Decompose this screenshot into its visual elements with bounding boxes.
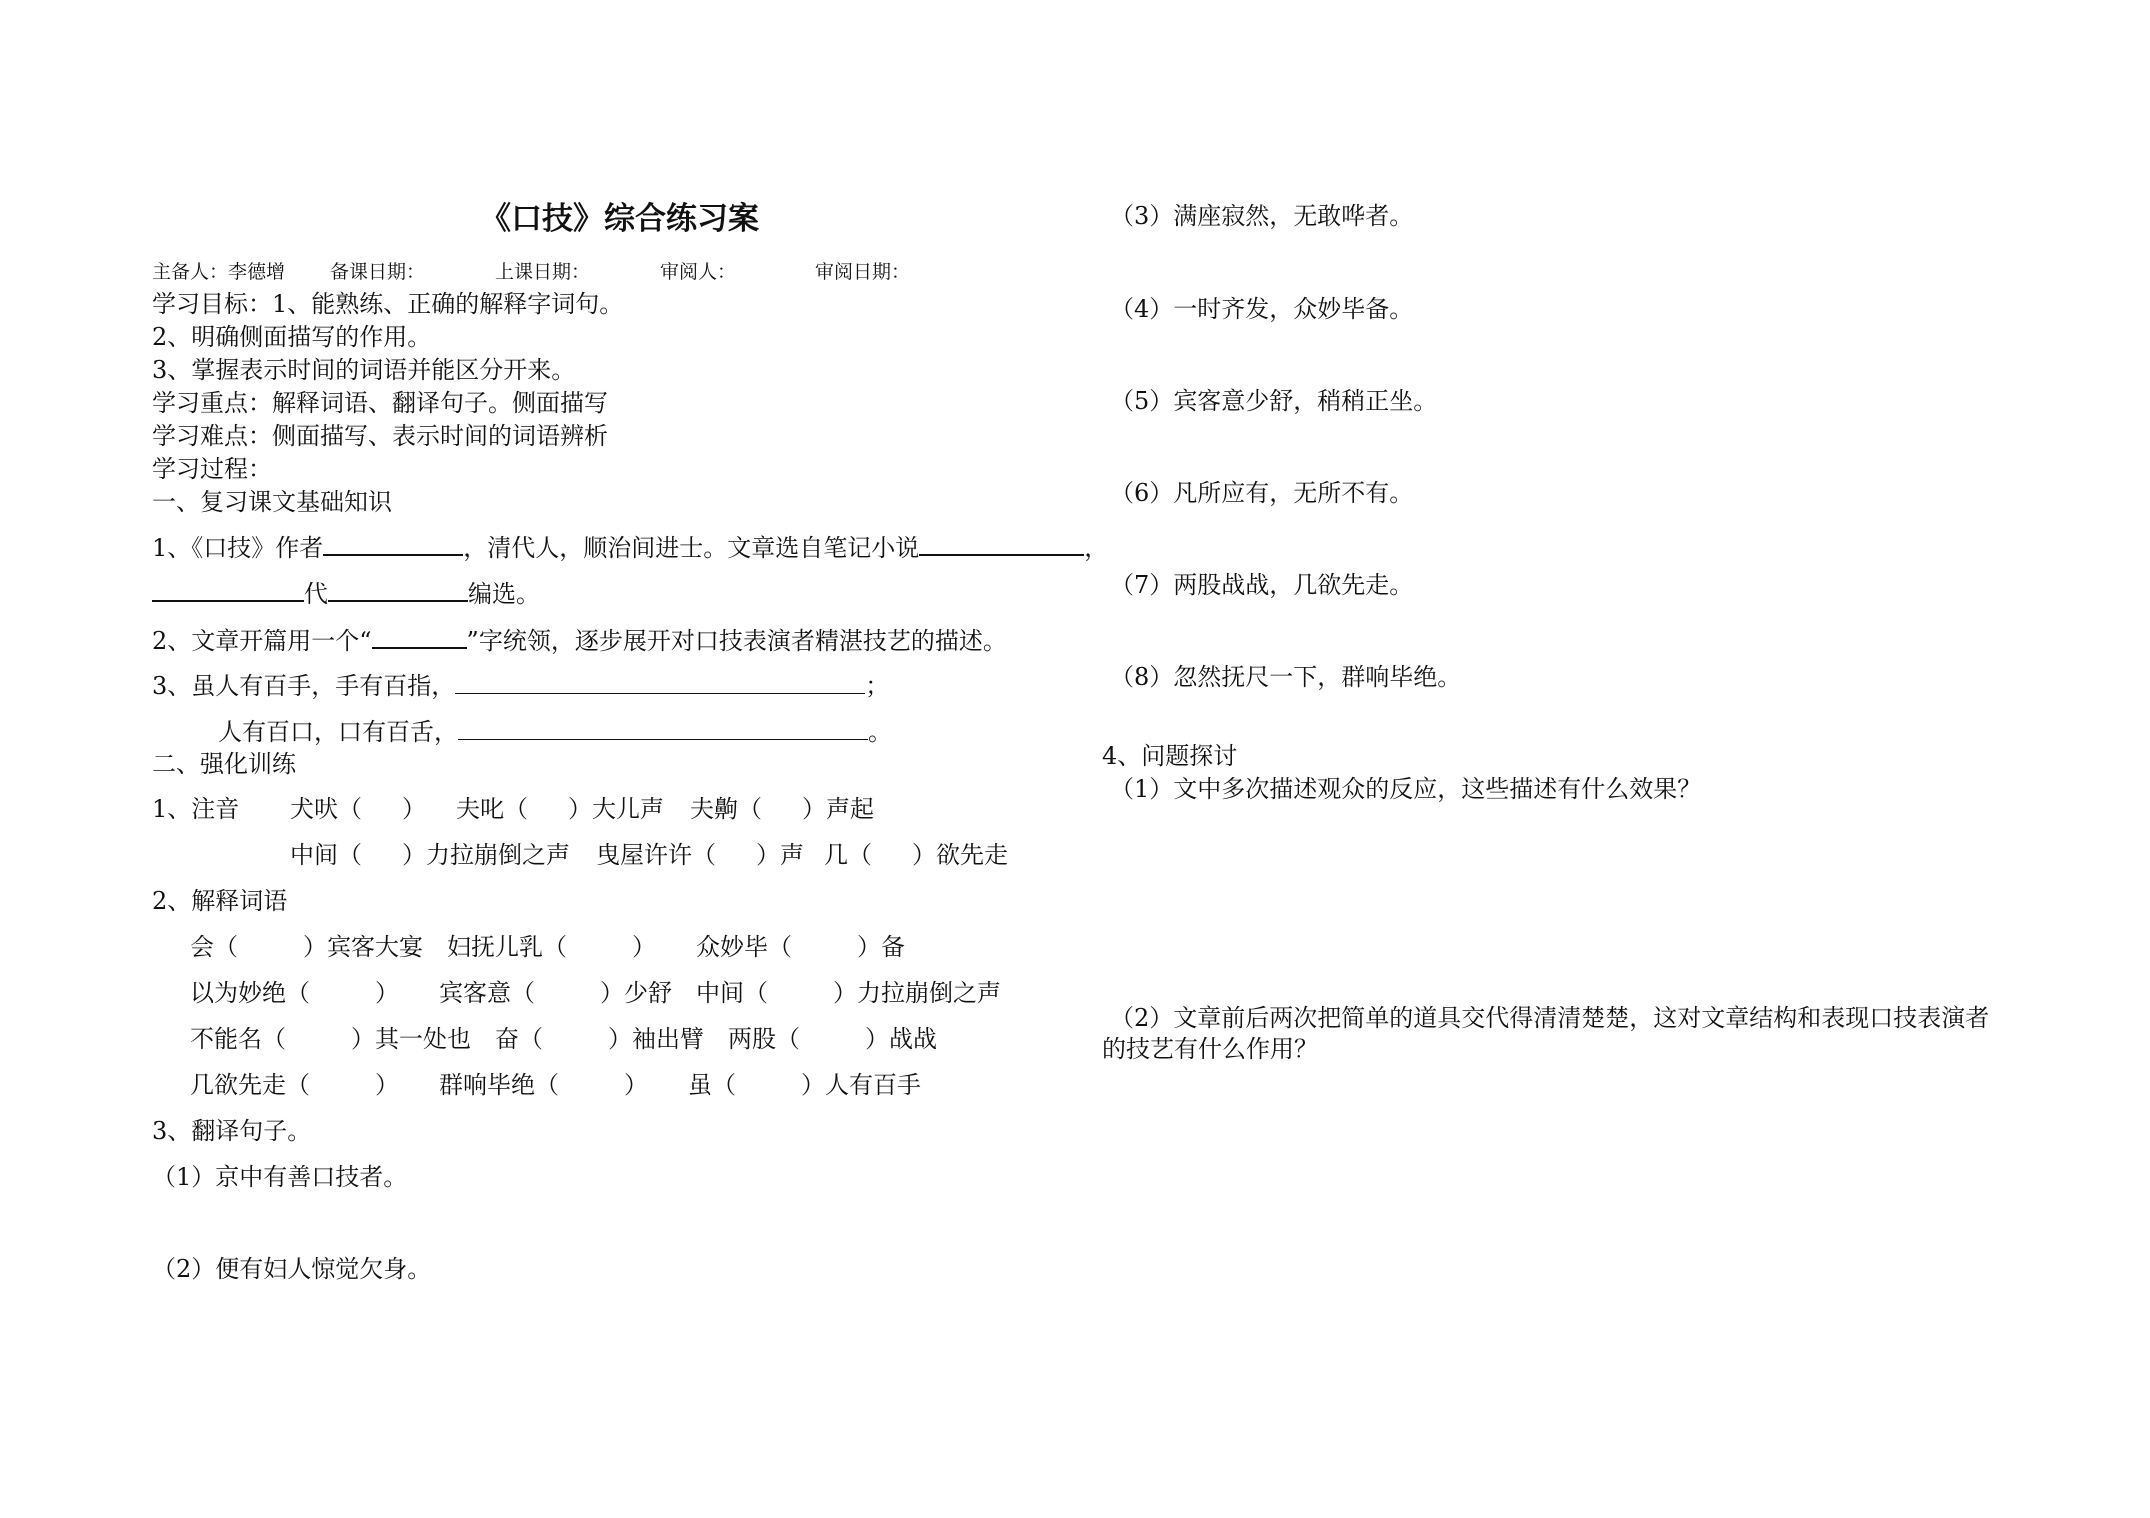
explain-row-2 (190, 978, 1001, 1008)
goal-3: 3、掌握表示时间的词语并能区分开来。 (152, 356, 576, 384)
explain-row-3 (190, 1024, 937, 1054)
translate-item-2: （2）便有妇人惊觉欠身。 (152, 1255, 432, 1283)
pinyin-item: 几（ (824, 841, 872, 869)
pinyin-item: ）大儿声 (568, 795, 664, 823)
pinyin-item: 犬吠（ (290, 795, 362, 823)
header-lead: 主备人：李德增 (152, 261, 286, 283)
author-blank[interactable] (323, 532, 463, 556)
explain-item: 以为妙绝（ (190, 979, 310, 1007)
explain-item: 妇抚儿乳（ (447, 933, 567, 961)
q3-text-d: 。 (868, 718, 892, 746)
explain-item: 几欲先走（ (190, 1071, 310, 1099)
difficulty-line: 学习难点：侧面描写、表示时间的词语辨析 (152, 422, 608, 450)
explain-item: ）少舒 (600, 979, 672, 1007)
explain-item: ） (375, 1071, 399, 1099)
explain-item: ）备 (857, 933, 905, 961)
explain-item: 奋（ (495, 1025, 543, 1053)
part1-heading: 一、复习课文基础知识 (152, 488, 392, 516)
explain-item: 群响毕绝（ (439, 1071, 559, 1099)
q3-text-c: 人有百口，口有百舌， (218, 718, 458, 746)
discuss-question-2-line-2: 的技艺有什么作用？ (1102, 1035, 1318, 1063)
explain-item: ） (624, 1071, 648, 1099)
explain-item: ）战战 (865, 1025, 937, 1053)
reviewer-label: 审阅人： (660, 261, 737, 283)
translate-item-1: （1）京中有善口技者。 (152, 1163, 408, 1191)
q3-line-2 (218, 717, 892, 747)
q1-line-2 (152, 578, 540, 609)
q3-line (152, 671, 889, 701)
keyword-blank[interactable] (372, 625, 467, 649)
explain-row-1 (190, 932, 905, 962)
explain-item: ） (375, 979, 399, 1007)
translate-item-6: （6）凡所应有，无所不有。 (1110, 479, 1414, 507)
pinyin-row-1 (290, 794, 874, 824)
source-blank[interactable] (919, 532, 1084, 556)
q2-line (152, 625, 1007, 656)
q2-text-b: ”字统领，逐步展开对口技表演者精湛技艺的描述。 (466, 627, 1007, 655)
pinyin-item: 曳屋许许（ (596, 841, 716, 869)
explain-item: ）宾客大宴 (303, 933, 423, 961)
prep-date-label: 备课日期： (330, 261, 426, 283)
pinyin-item: ）声起 (802, 795, 874, 823)
editor-blank[interactable] (328, 578, 468, 602)
explain-item: ）袖出臂 (608, 1025, 704, 1053)
pinyin-item: ）力拉崩倒之声 (402, 841, 570, 869)
explain-item: 中间（ (696, 979, 768, 1007)
focus-line: 学习重点：解释词语、翻译句子。侧面描写 (152, 389, 608, 417)
part2-heading: 二、强化训练 (152, 750, 296, 778)
q1-text-a: 1、《口技》作者 (152, 534, 324, 562)
q3-text-b: ； (865, 672, 890, 700)
page-title: 《口技》综合练习案 (480, 201, 759, 237)
explain-item: 两股（ (728, 1025, 800, 1053)
q1-text-e: 编选。 (468, 580, 540, 608)
goal-1: 学习目标：1、能熟练、正确的解释字词句。 (152, 290, 624, 318)
pinyin-item: ）欲先走 (912, 841, 1008, 869)
translate-item-3: （3）满座寂然，无敢哗者。 (1110, 202, 1414, 230)
pinyin-item: 夫齁（ (690, 795, 762, 823)
q1-text-c: ， (1084, 534, 1109, 562)
q3-blank-2[interactable] (458, 717, 868, 740)
explain-item: ）其一处也 (351, 1025, 471, 1053)
q1-text-d: 代 (304, 580, 328, 608)
translate-item-5: （5）宾客意少舒，稍稍正坐。 (1110, 387, 1438, 415)
explain-heading: 2、解释词语 (152, 887, 288, 915)
translate-item-4: （4）一时齐发，众妙毕备。 (1110, 295, 1414, 323)
pinyin-item: ）声 (756, 841, 804, 869)
explain-item: ）人有百手 (801, 1071, 921, 1099)
review-date-label: 审阅日期： (815, 261, 911, 283)
explain-row-4 (190, 1070, 921, 1100)
process-line: 学习过程： (152, 455, 272, 483)
explain-item: ）力拉崩倒之声 (833, 979, 1001, 1007)
q2-text-a: 2、文章开篇用一个“ (152, 627, 372, 655)
pinyin-row-2 (290, 840, 1008, 870)
goal-2: 2、明确侧面描写的作用。 (152, 323, 432, 351)
class-date-label: 上课日期： (495, 261, 591, 283)
discuss-question-1: （1）文中多次描述观众的反应，这些描述有什么效果？ (1110, 775, 1702, 803)
explain-item: ） (632, 933, 656, 961)
explain-item: 会（ (190, 933, 238, 961)
q3-blank-1[interactable] (455, 671, 865, 694)
pinyin-item: 夫叱（ (456, 795, 528, 823)
discuss-question-2-line-1: （2）文章前后两次把简单的道具交代得清清楚楚，这对文章结构和表现口技表演者 (1110, 1004, 1990, 1032)
dynasty-blank[interactable] (152, 578, 304, 602)
pinyin-label: 1、注音 (152, 795, 240, 823)
pinyin-item: 中间（ (290, 841, 362, 869)
explain-item: 虽（ (688, 1071, 736, 1099)
translate-item-8: （8）忽然抚尺一下，群响毕绝。 (1110, 663, 1462, 691)
explain-item: 宾客意（ (439, 979, 535, 1007)
q3-text-a: 3、虽人有百手，手有百指， (152, 672, 456, 700)
explain-item: 众妙毕（ (696, 933, 792, 961)
discuss-heading: 4、问题探讨 (1102, 742, 1238, 770)
translate-heading: 3、翻译句子。 (152, 1117, 312, 1145)
explain-item: 不能名（ (190, 1025, 286, 1053)
q1-text-b: ，清代人，顺治间进士。文章选自笔记小说 (463, 534, 920, 562)
translate-item-7: （7）两股战战，几欲先走。 (1110, 571, 1414, 599)
pinyin-item: ） (402, 795, 426, 823)
q1-line (152, 532, 1108, 563)
